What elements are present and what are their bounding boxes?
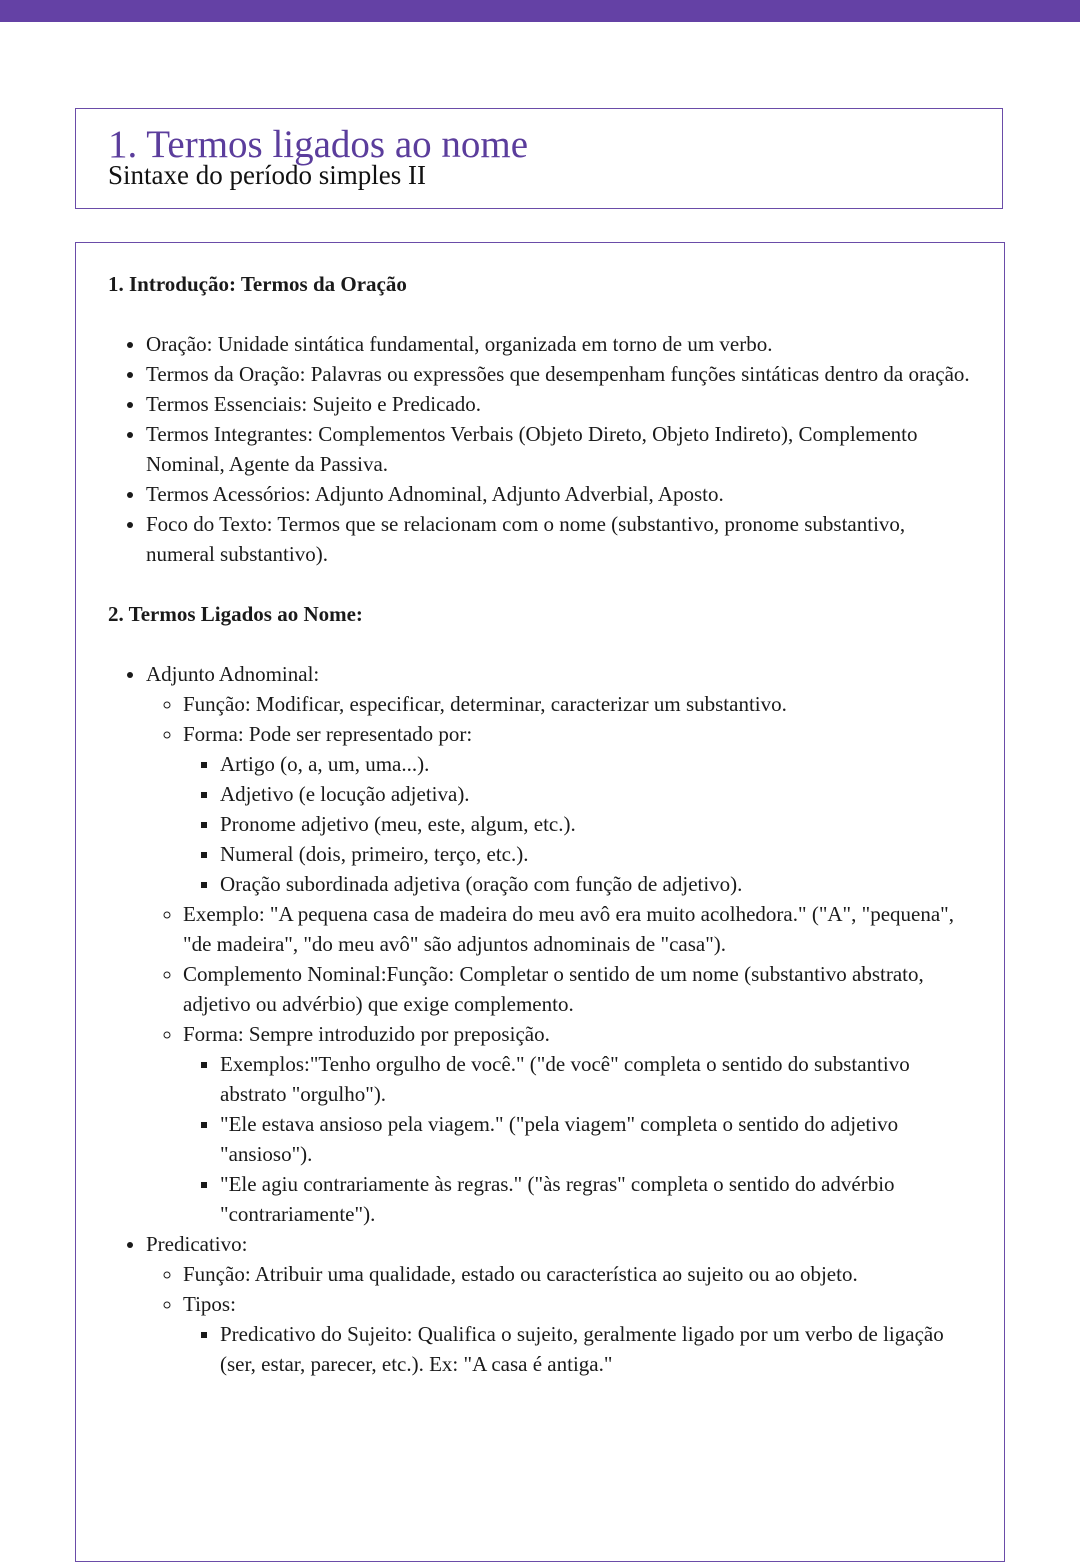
list-item-text: Pronome adjetivo (meu, este, algum, etc.). bbox=[220, 812, 576, 836]
page-subtitle: Sintaxe do período simples II bbox=[108, 160, 426, 190]
page-title: 1. Termos ligados ao nome bbox=[108, 123, 529, 166]
list-item bbox=[146, 389, 978, 419]
list-item bbox=[146, 359, 978, 389]
list-item-text: Oração: Unidade sintática fundamental, organizada em torno de um verbo. bbox=[146, 332, 773, 356]
list-item bbox=[146, 509, 978, 569]
list-item-text: Foco do Texto: Termos que se relacionam com o nome (substantivo, pronome substantivo, numeral substantivo). bbox=[146, 512, 906, 566]
list-item bbox=[220, 1049, 978, 1109]
list-item-text: Termos Essenciais: Sujeito e Predicado. bbox=[146, 392, 482, 416]
content-box bbox=[75, 242, 1005, 1562]
list-item bbox=[220, 809, 978, 839]
list-item bbox=[146, 1229, 978, 1379]
section-heading: 1. Introdução: Termos da Oração bbox=[108, 272, 407, 296]
list-item bbox=[220, 749, 978, 779]
list-item bbox=[183, 1019, 978, 1229]
list-item-text: Adjunto Adnominal: bbox=[146, 662, 320, 686]
document-body bbox=[108, 269, 978, 1409]
list-item-text: Função: Modificar, especificar, determinar, caracterizar um substantivo. bbox=[183, 692, 787, 716]
bullet-list-level-2 bbox=[146, 689, 978, 1229]
list-item-text: Complemento Nominal:Função: Completar o sentido de um nome (substantivo abstrato, adjetivo ou advérbio) que exige complemento. bbox=[183, 962, 924, 1016]
list-item bbox=[220, 839, 978, 869]
list-item-text: "Ele estava ansioso pela viagem." ("pela viagem" completa o sentido do adjetivo "ansioso"). bbox=[220, 1112, 899, 1166]
bullet-list-level-1 bbox=[108, 659, 978, 1379]
list-item-text: Tipos: bbox=[183, 1292, 236, 1316]
list-item-text: Termos Acessórios: Adjunto Adnominal, Adjunto Adverbial, Aposto. bbox=[146, 482, 724, 506]
bullet-list-level-3 bbox=[183, 749, 978, 899]
list-item bbox=[146, 659, 978, 1229]
list-item bbox=[146, 329, 978, 359]
list-item-text: Forma: Pode ser representado por: bbox=[183, 722, 473, 746]
bullet-list-level-2 bbox=[146, 1259, 978, 1379]
list-item bbox=[220, 869, 978, 899]
list-item-text: "Ele agiu contrariamente às regras." ("às regras" completa o sentido do advérbio "contrariamente"). bbox=[220, 1172, 895, 1226]
list-item bbox=[220, 779, 978, 809]
list-item bbox=[183, 959, 978, 1019]
list-item-text: Oração subordinada adjetiva (oração com função de adjetivo). bbox=[220, 872, 743, 896]
list-item-text: Exemplos:"Tenho orgulho de você." ("de você" completa o sentido do substantivo abstrato "orgulho"). bbox=[220, 1052, 910, 1106]
top-accent-bar bbox=[0, 0, 1080, 22]
list-item-text: Exemplo: "A pequena casa de madeira do meu avô era muito acolhedora." ("A", "pequena", "de madeira", "do meu avô" são adjuntos adnominais de "casa"). bbox=[183, 902, 954, 956]
list-item-text: Adjetivo (e locução adjetiva). bbox=[220, 782, 470, 806]
list-item-text: Predicativo do Sujeito: Qualifica o sujeito, geralmente ligado por um verbo de ligação (ser, estar, parecer, etc.). Ex: "A casa é antiga." bbox=[220, 1322, 944, 1376]
list-item bbox=[146, 479, 978, 509]
list-item bbox=[220, 1169, 978, 1229]
bullet-list-level-3 bbox=[183, 1049, 978, 1229]
bullet-list-level-3 bbox=[183, 1319, 978, 1379]
list-item bbox=[183, 1259, 978, 1289]
list-item-text: Termos Integrantes: Complementos Verbais (Objeto Direto, Objeto Indireto), Complemento Nominal, Agente da Passiva. bbox=[146, 422, 918, 476]
list-item-text: Forma: Sempre introduzido por preposição. bbox=[183, 1022, 550, 1046]
list-item-text: Função: Atribuir uma qualidade, estado ou característica ao sujeito ou ao objeto. bbox=[183, 1262, 858, 1286]
list-item bbox=[183, 899, 978, 959]
list-item bbox=[146, 419, 978, 479]
list-item bbox=[220, 1319, 978, 1379]
list-item-text: Numeral (dois, primeiro, terço, etc.). bbox=[220, 842, 529, 866]
section-heading: 2. Termos Ligados ao Nome: bbox=[108, 602, 363, 626]
list-item-text: Artigo (o, a, um, uma...). bbox=[220, 752, 430, 776]
list-item bbox=[220, 1109, 978, 1169]
title-box bbox=[75, 108, 1003, 209]
list-item bbox=[183, 689, 978, 719]
bullet-list-level-1 bbox=[108, 329, 978, 569]
list-item bbox=[183, 719, 978, 899]
list-item-text: Predicativo: bbox=[146, 1232, 248, 1256]
list-item bbox=[183, 1289, 978, 1379]
list-item-text: Termos da Oração: Palavras ou expressões que desempenham funções sintáticas dentro da oração. bbox=[146, 362, 970, 386]
